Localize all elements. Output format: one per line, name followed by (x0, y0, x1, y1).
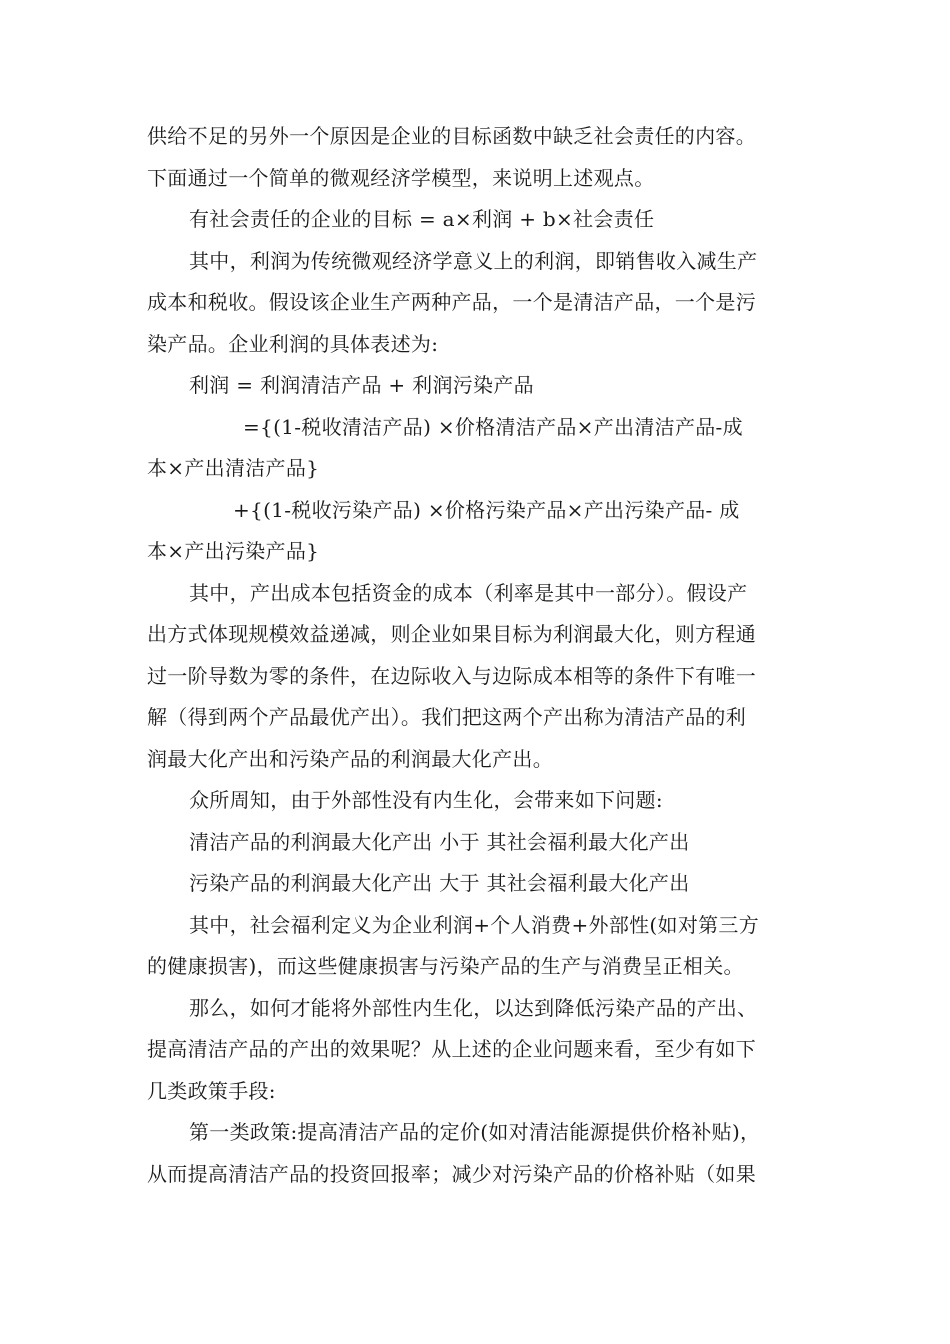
text-line: 其中，产出成本包括资金的成本（利率是其中一部分）。假设产 (189, 580, 748, 605)
comparison-clean: 清洁产品的利润最大化产出 小于 其社会福利最大化产出 (189, 829, 690, 854)
text-line: 几类政策手段: (147, 1078, 276, 1103)
text-line: 解（得到两个产品最优产出）。我们把这两个产出称为清洁产品的利 (147, 705, 746, 729)
text-line: 供给不足的另外一个原因是企业的目标函数中缺乏社会责任的内容。 (147, 124, 756, 148)
text-line: 过一阶导数为零的条件，在边际收入与边际成本相等的条件下有唯一 (147, 663, 756, 688)
profit-formula-polluting: +{(1-税收污染产品) ×价格污染产品×产出污染产品- 成 (233, 497, 740, 522)
text-line: 众所周知，由于外部性没有内生化，会带来如下问题: (189, 788, 663, 812)
document-body (147, 116, 807, 1195)
text-line: 染产品。企业利润的具体表述为: (147, 331, 439, 356)
text-line: 下面通过一个简单的微观经济学模型，来说明上述观点。 (147, 165, 655, 190)
text-line: 出方式体现规模效益递减，则企业如果目标为利润最大化，则方程通 (147, 622, 756, 646)
profit-formula-clean-cont: 本×产出清洁产品} (147, 456, 320, 480)
text-line: 润最大化产出和污染产品的利润最大化产出。 (147, 746, 553, 771)
profit-formula: 利润 = 利润清洁产品 + 利润污染产品 (189, 373, 534, 397)
text-line: 其中，利润为传统微观经济学意义上的利润，即销售收入减生产 (189, 248, 758, 273)
text-line: 从而提高清洁产品的投资回报率；减少对污染产品的价格补贴（如果 (147, 1161, 756, 1186)
comparison-polluting: 污染产品的利润最大化产出 大于 其社会福利最大化产出 (189, 871, 690, 895)
text-line: 的健康损害)，而这些健康损害与污染产品的生产与消费呈正相关。 (147, 954, 744, 978)
text-line: 第一类政策:提高清洁产品的定价(如对清洁能源提供价格补贴)， (189, 1120, 761, 1144)
text-line: 其中，社会福利定义为企业利润+个人消费+外部性(如对第三方 (189, 912, 760, 937)
objective-formula: 有社会责任的企业的目标 = a×利润 + b×社会责任 (189, 207, 655, 231)
text-line: 那么，如何才能将外部性内生化，以达到降低污染产品的产出、 (189, 995, 758, 1020)
text-line: 成本和税收。假设该企业生产两种产品，一个是清洁产品，一个是污 (147, 290, 756, 314)
text-line: 提高清洁产品的产出的效果呢？从上述的企业问题来看，至少有如下 (147, 1037, 756, 1061)
profit-formula-clean: ={(1-税收清洁产品) ×价格清洁产品×产出清洁产品-成 (243, 414, 743, 439)
profit-formula-polluting-cont: 本×产出污染产品} (147, 539, 320, 563)
